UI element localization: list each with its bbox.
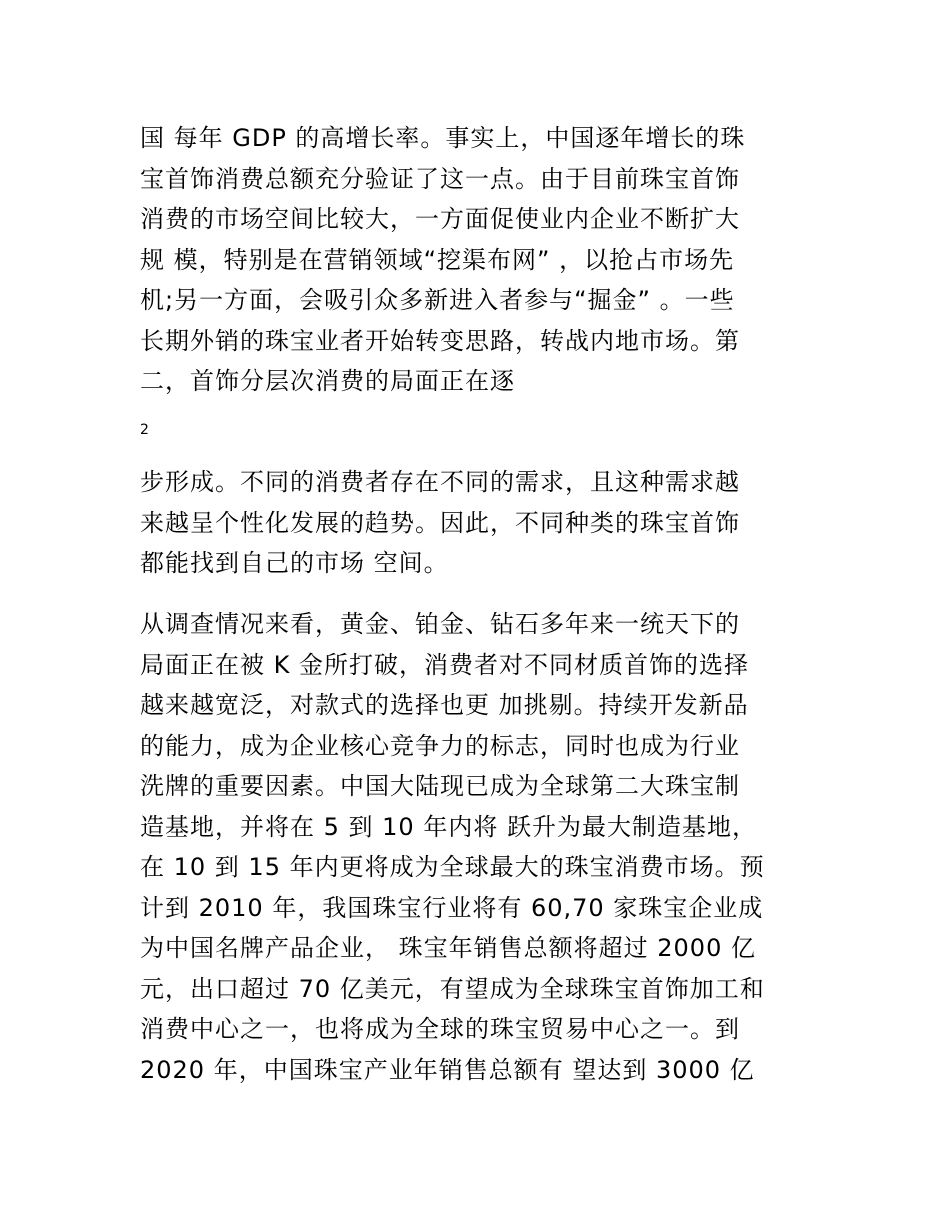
text-line: 都能找到自己的市场 空间。 bbox=[140, 549, 449, 577]
paragraph-3 bbox=[140, 604, 820, 1090]
text-line: 消费中心之一，也将成为全球的珠宝贸易中心之一。到 bbox=[140, 1015, 740, 1043]
text-line: 规 模，特别是在营销领域“挖渠布网” ，以抢占市场先 bbox=[140, 245, 735, 274]
text-line: 2020 年，中国珠宝产业年销售总额有 望达到 3000 亿 bbox=[140, 1055, 755, 1084]
text-line: 在 10 到 15 年内更将成为全球最大的珠宝消费市场。预 bbox=[140, 853, 765, 881]
text-line: 国 每年 GDP 的高增长率。事实上，中国逐年增长的珠 bbox=[140, 124, 746, 152]
text-line: 的能力，成为企业核心竞争力的标志，同时也成为行业 bbox=[140, 731, 740, 760]
page-number: 2 bbox=[140, 422, 149, 438]
text-line: 造基地，并将在 5 到 10 年内将 跃升为最大制造基地， bbox=[140, 812, 757, 841]
text-line: 元，出口超过 70 亿美元，有望成为全球珠宝首饰加工和 bbox=[140, 974, 765, 1003]
text-line: 计到 2010 年，我国珠宝行业将有 60,70 家珠宝企业成 bbox=[140, 893, 764, 922]
text-line: 步形成。不同的消费者存在不同的需求，且这种需求越 bbox=[140, 468, 740, 496]
text-line: 从调查情况来看，黄金、铂金、钻石多年来一统天下的 bbox=[140, 610, 740, 638]
text-line: 越来越宽泛，对款式的选择也更 加挑剔。持续开发新品 bbox=[140, 691, 749, 719]
paragraph-1 bbox=[140, 118, 820, 402]
text-line: 机;另一方面，会吸引众多新进入者参与“掘金” 。一些 bbox=[140, 286, 735, 314]
text-line: 长期外销的珠宝业者开始转变思路，转战内地市场。第 bbox=[140, 326, 740, 355]
text-line: 消费的市场空间比较大，一方面促使业内企业不断扩大 bbox=[140, 205, 740, 233]
text-line: 为中国名牌产品企业， 珠宝年销售总额将超过 2000 亿 bbox=[140, 934, 756, 962]
text-line: 来越呈个性化发展的趋势。因此，不同种类的珠宝首饰 bbox=[140, 508, 740, 537]
paragraph-2 bbox=[140, 462, 820, 584]
text-line: 局面正在被 K 金所打破，消费者对不同材质首饰的选择 bbox=[140, 650, 749, 679]
text-line: 宝首饰消费总额充分验证了这一点。由于目前珠宝首饰 bbox=[140, 164, 740, 193]
text-line: 洗牌的重要因素。中国大陆现已成为全球第二大珠宝制 bbox=[140, 772, 740, 800]
text-line: 二，首饰分层次消费的局面正在逐 bbox=[140, 367, 515, 395]
